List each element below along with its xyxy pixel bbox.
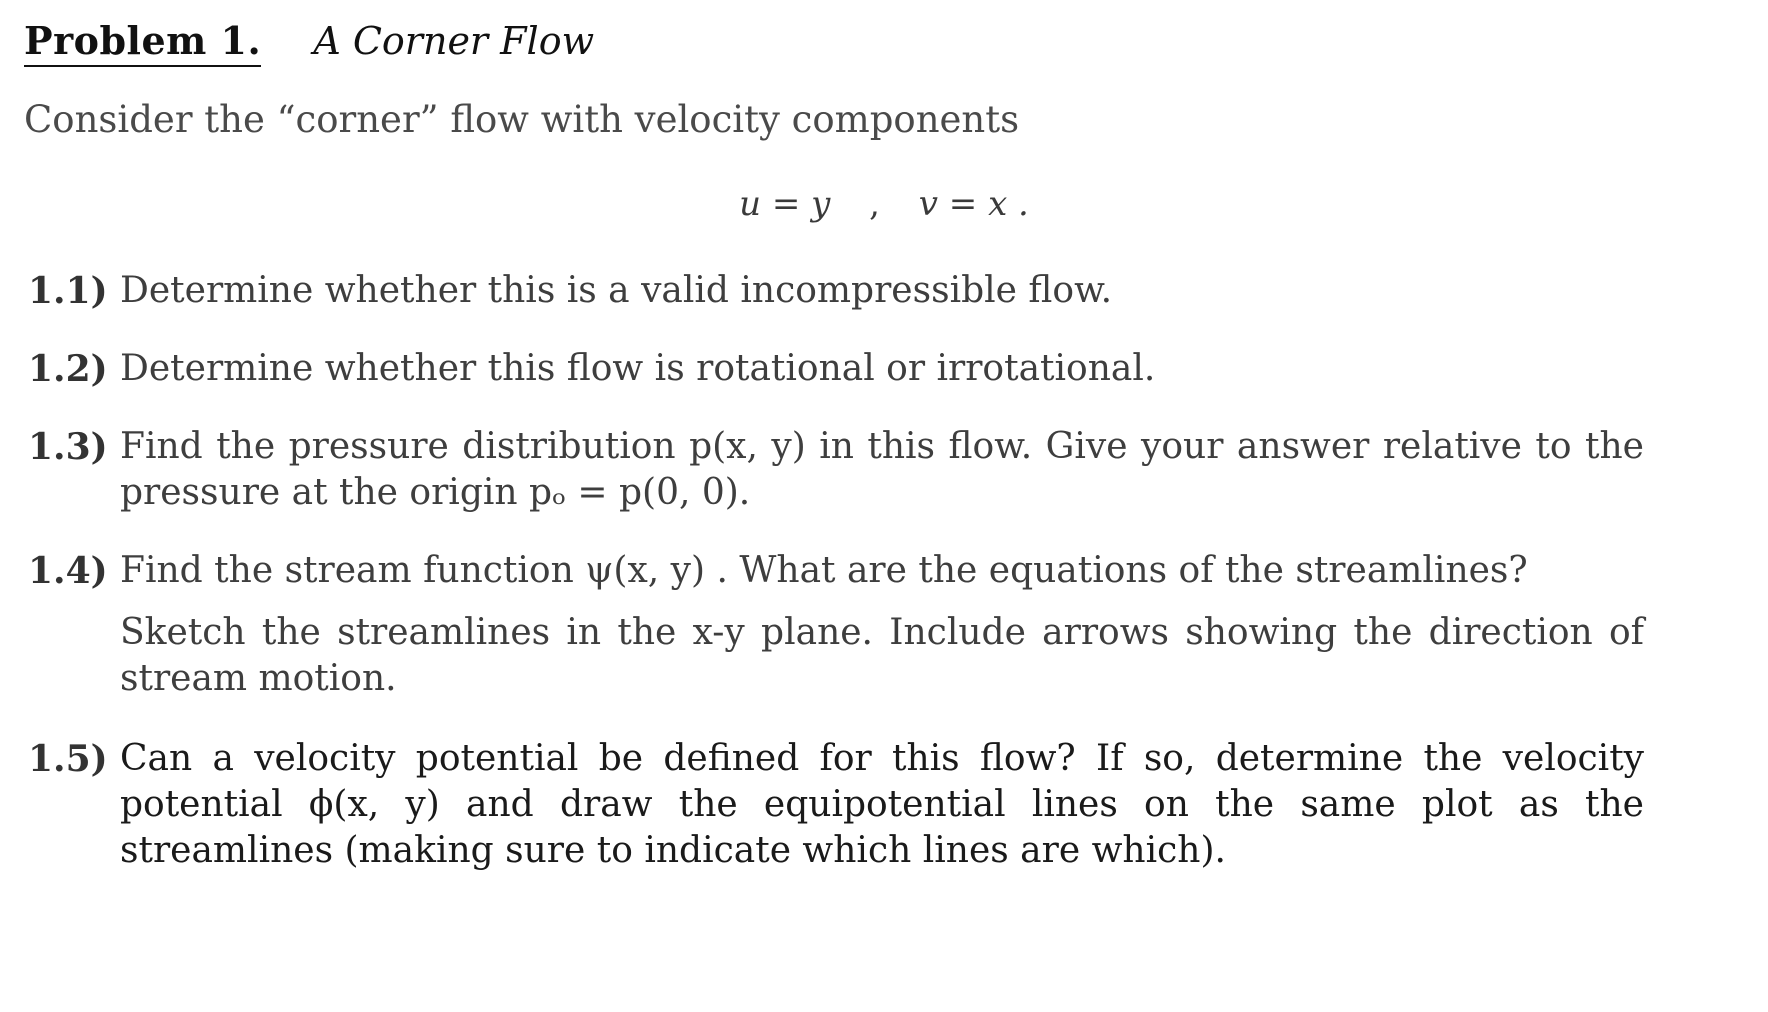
equation-separator: , (869, 184, 880, 224)
question-1-4 (24, 548, 1644, 594)
question-number: 1.1) (28, 270, 108, 312)
equation-u: u = y (739, 184, 831, 224)
question-1-2 (24, 346, 1644, 392)
question-text: Can a velocity potential be defined for this flow? If so, determine the velocity potential ϕ(x, y) and draw the equipotential lines on the same plot as the streamlines (making sure to indicate which lines are which). (120, 738, 1644, 871)
question-text: Determine whether this is a valid incompressible flow. (120, 270, 1113, 311)
question-text: Determine whether this flow is rotational or irrotational. (120, 348, 1156, 389)
problem-number: Problem 1. (24, 18, 261, 67)
question-number: 1.5) (28, 738, 108, 780)
question-1-1 (24, 268, 1644, 314)
question-text: Find the stream function ψ(x, y) . What are the equations of the streamlines? (120, 550, 1528, 591)
question-number: 1.4) (28, 550, 108, 592)
question-text: Find the pressure distribution p(x, y) in this flow. Give your answer relative to the pressure at the origin pₒ = p(0, 0). (120, 426, 1644, 513)
problem-title: A Corner Flow (313, 19, 595, 63)
question-followup-text: Sketch the streamlines in the x-y plane. Include arrows showing the direction of stream motion. (120, 612, 1644, 699)
equation-v: v = x . (918, 184, 1029, 224)
intro-text: Consider the “corner” flow with velocity components (24, 98, 1020, 141)
question-1-3 (24, 424, 1644, 516)
problem-header (24, 18, 594, 67)
question-number: 1.2) (28, 348, 108, 390)
question-number: 1.3) (28, 426, 108, 468)
question-1-4-followup (24, 610, 1644, 702)
question-1-5 (24, 736, 1644, 874)
velocity-equation (0, 184, 1768, 224)
